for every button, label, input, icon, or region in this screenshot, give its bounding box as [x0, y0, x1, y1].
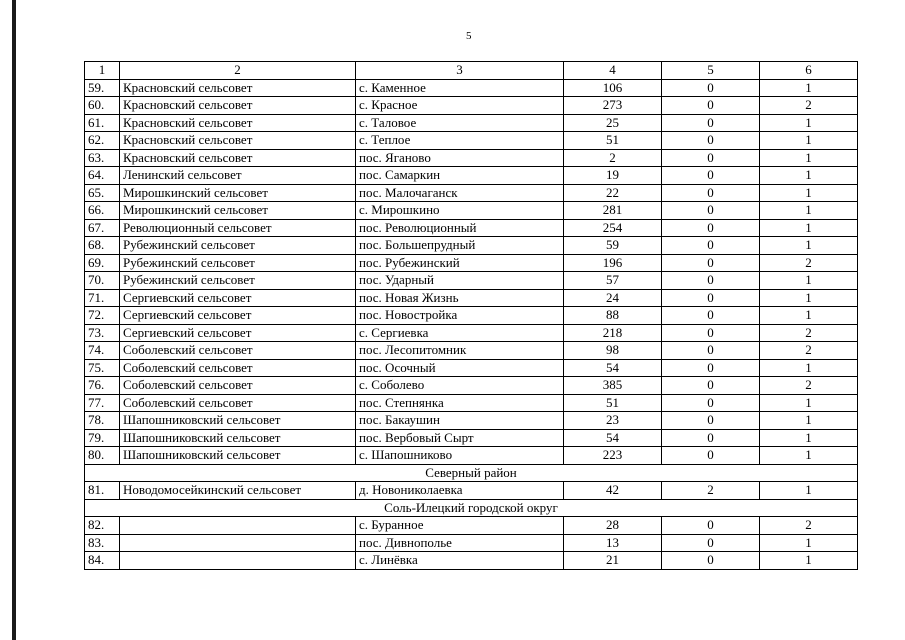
table-cell: 0 — [662, 149, 760, 167]
table-row — [85, 429, 858, 447]
table-cell: 2 — [760, 97, 858, 115]
table-cell: 24 — [564, 289, 662, 307]
table-cell: Красновский сельсовет — [120, 132, 356, 150]
table-cell: с. Буранное — [356, 517, 564, 535]
table-cell: 0 — [662, 97, 760, 115]
table-row — [85, 114, 858, 132]
table-cell: пос. Осочный — [356, 359, 564, 377]
table-cell: пос. Ударный — [356, 272, 564, 290]
table-header-row — [85, 62, 858, 80]
table-cell: 22 — [564, 184, 662, 202]
table-cell: Сергиевский сельсовет — [120, 289, 356, 307]
table-cell: 81. — [85, 482, 120, 500]
table-cell: 196 — [564, 254, 662, 272]
table-cell: 54 — [564, 359, 662, 377]
table-cell: 1 — [760, 534, 858, 552]
table-cell: 65. — [85, 184, 120, 202]
table-cell: 72. — [85, 307, 120, 325]
table-cell: 106 — [564, 79, 662, 97]
table-cell: Соболевский сельсовет — [120, 394, 356, 412]
table-cell: 42 — [564, 482, 662, 500]
table-cell: 98 — [564, 342, 662, 360]
table-cell: 1 — [760, 202, 858, 220]
table-cell: пос. Самаркин — [356, 167, 564, 185]
table-cell: 1 — [760, 237, 858, 255]
table-cell: 1 — [760, 114, 858, 132]
table-cell: 385 — [564, 377, 662, 395]
table-cell: д. Новониколаевка — [356, 482, 564, 500]
table-cell: 61. — [85, 114, 120, 132]
table-cell: Красновский сельсовет — [120, 79, 356, 97]
table-cell: Сергиевский сельсовет — [120, 324, 356, 342]
table-cell: с. Линёвка — [356, 552, 564, 570]
table-cell: 1 — [760, 219, 858, 237]
table-cell: пос. Новостройка — [356, 307, 564, 325]
table-cell: 57 — [564, 272, 662, 290]
settlements-table — [84, 61, 858, 570]
table-cell: 1 — [760, 429, 858, 447]
table-cell: с. Сергиевка — [356, 324, 564, 342]
table-cell: 1 — [760, 359, 858, 377]
table-cell: 1 — [760, 167, 858, 185]
table-cell: 71. — [85, 289, 120, 307]
table-cell: 0 — [662, 114, 760, 132]
page-edge-bar — [12, 0, 16, 640]
table-cell: Мирошкинский сельсовет — [120, 184, 356, 202]
table-cell: 0 — [662, 254, 760, 272]
table-cell: пос. Малочаганск — [356, 184, 564, 202]
table-cell: 0 — [662, 272, 760, 290]
table-cell: 13 — [564, 534, 662, 552]
table-cell: 59. — [85, 79, 120, 97]
table-cell: 0 — [662, 394, 760, 412]
table-cell: 1 — [760, 289, 858, 307]
table-cell: Шапошниковский сельсовет — [120, 447, 356, 465]
table-row — [85, 237, 858, 255]
table-row — [85, 97, 858, 115]
table-cell: 59 — [564, 237, 662, 255]
table-cell: 218 — [564, 324, 662, 342]
table-cell: с. Красное — [356, 97, 564, 115]
table-cell: 1 — [760, 184, 858, 202]
table-cell: 74. — [85, 342, 120, 360]
table-row — [85, 307, 858, 325]
table-cell: Соболевский сельсовет — [120, 359, 356, 377]
table-cell: Революционный сельсовет — [120, 219, 356, 237]
table-cell: пос. Революционный — [356, 219, 564, 237]
table-cell: 1 — [760, 552, 858, 570]
table-cell: 0 — [662, 412, 760, 430]
table-cell: пос. Большепрудный — [356, 237, 564, 255]
header-cell: 6 — [760, 62, 858, 80]
table-cell: 273 — [564, 97, 662, 115]
table-cell: пос. Рубежинский — [356, 254, 564, 272]
table-body — [85, 62, 858, 570]
table-cell: 2 — [760, 254, 858, 272]
table-cell: 75. — [85, 359, 120, 377]
table-cell: 1 — [760, 412, 858, 430]
table-cell: 51 — [564, 394, 662, 412]
table-cell: 0 — [662, 202, 760, 220]
table-cell: 0 — [662, 447, 760, 465]
table-cell: пос. Степнянка — [356, 394, 564, 412]
table-cell: 68. — [85, 237, 120, 255]
table-row — [85, 342, 858, 360]
table-cell: пос. Новая Жизнь — [356, 289, 564, 307]
table-cell: 1 — [760, 132, 858, 150]
table-cell: 2 — [564, 149, 662, 167]
table-row — [85, 324, 858, 342]
table-cell: 1 — [760, 447, 858, 465]
table-cell: с. Теплое — [356, 132, 564, 150]
table-cell: 254 — [564, 219, 662, 237]
table-cell: 223 — [564, 447, 662, 465]
table-row — [85, 272, 858, 290]
table-row — [85, 447, 858, 465]
table-row — [85, 254, 858, 272]
table-cell: 82. — [85, 517, 120, 535]
table-cell: 54 — [564, 429, 662, 447]
table-cell: пос. Вербовый Сырт — [356, 429, 564, 447]
table-row — [85, 289, 858, 307]
table-cell — [120, 517, 356, 535]
table-cell: 60. — [85, 97, 120, 115]
table-cell: Шапошниковский сельсовет — [120, 429, 356, 447]
section-row — [85, 499, 858, 517]
page-number: 5 — [466, 30, 472, 42]
table-cell: 1 — [760, 394, 858, 412]
header-cell: 4 — [564, 62, 662, 80]
table-cell: 0 — [662, 184, 760, 202]
table-cell: 28 — [564, 517, 662, 535]
table-cell: пос. Лесопитомник — [356, 342, 564, 360]
table-row — [85, 167, 858, 185]
table-cell: 0 — [662, 342, 760, 360]
table-cell: 2 — [760, 377, 858, 395]
table-cell: 0 — [662, 132, 760, 150]
table-cell: 76. — [85, 377, 120, 395]
table-cell: Новодомосейкинский сельсовет — [120, 482, 356, 500]
table-cell: 1 — [760, 482, 858, 500]
table-cell: 0 — [662, 429, 760, 447]
table-cell: 0 — [662, 167, 760, 185]
table-cell: Рубежинский сельсовет — [120, 237, 356, 255]
table-cell: 0 — [662, 534, 760, 552]
table-cell: 0 — [662, 324, 760, 342]
table-cell: 66. — [85, 202, 120, 220]
table-cell: Шапошниковский сельсовет — [120, 412, 356, 430]
table-row — [85, 79, 858, 97]
table-cell: 2 — [662, 482, 760, 500]
table-cell: 21 — [564, 552, 662, 570]
table-cell: с. Каменное — [356, 79, 564, 97]
table-cell: 2 — [760, 517, 858, 535]
table-cell: 83. — [85, 534, 120, 552]
table-cell: с. Мирошкино — [356, 202, 564, 220]
header-cell: 3 — [356, 62, 564, 80]
table-cell — [120, 552, 356, 570]
table-cell: Сергиевский сельсовет — [120, 307, 356, 325]
table-cell: 73. — [85, 324, 120, 342]
table-cell: Соболевский сельсовет — [120, 342, 356, 360]
table-cell: 0 — [662, 289, 760, 307]
header-cell: 5 — [662, 62, 760, 80]
table-cell: с. Соболево — [356, 377, 564, 395]
table-cell: Мирошкинский сельсовет — [120, 202, 356, 220]
table-cell: 84. — [85, 552, 120, 570]
table-cell: 1 — [760, 272, 858, 290]
table-cell: Красновский сельсовет — [120, 97, 356, 115]
table-cell: пос. Бакаушин — [356, 412, 564, 430]
table-cell: Ленинский сельсовет — [120, 167, 356, 185]
table-cell: 0 — [662, 219, 760, 237]
table-row — [85, 517, 858, 535]
section-heading: Северный район — [85, 464, 858, 482]
table-cell: 79. — [85, 429, 120, 447]
table-row — [85, 202, 858, 220]
table-cell: 80. — [85, 447, 120, 465]
table-cell: 77. — [85, 394, 120, 412]
table-row — [85, 552, 858, 570]
header-cell: 1 — [85, 62, 120, 80]
table-cell: пос. Дивнополье — [356, 534, 564, 552]
table-cell: 0 — [662, 359, 760, 377]
table-cell: 0 — [662, 79, 760, 97]
table-row — [85, 534, 858, 552]
table-cell: 23 — [564, 412, 662, 430]
table-cell: 63. — [85, 149, 120, 167]
table-cell: с. Таловое — [356, 114, 564, 132]
table-cell: Соболевский сельсовет — [120, 377, 356, 395]
table-cell: 1 — [760, 307, 858, 325]
table-cell: 1 — [760, 149, 858, 167]
table-cell: 0 — [662, 307, 760, 325]
section-heading: Соль-Илецкий городской округ — [85, 499, 858, 517]
table-cell: 1 — [760, 79, 858, 97]
table-row — [85, 394, 858, 412]
table-cell: Красновский сельсовет — [120, 114, 356, 132]
table-row — [85, 482, 858, 500]
table-row — [85, 377, 858, 395]
table-row — [85, 219, 858, 237]
table-row — [85, 149, 858, 167]
table-row — [85, 359, 858, 377]
header-cell: 2 — [120, 62, 356, 80]
table-cell: 0 — [662, 552, 760, 570]
table-cell: Рубежинский сельсовет — [120, 254, 356, 272]
table-cell: 0 — [662, 377, 760, 395]
section-row — [85, 464, 858, 482]
table-cell: 62. — [85, 132, 120, 150]
table-cell: с. Шапошниково — [356, 447, 564, 465]
table-cell: 2 — [760, 342, 858, 360]
table-cell: 64. — [85, 167, 120, 185]
table-cell: 2 — [760, 324, 858, 342]
table-cell: Красновский сельсовет — [120, 149, 356, 167]
table-cell: 69. — [85, 254, 120, 272]
table-cell: 67. — [85, 219, 120, 237]
table-cell: 0 — [662, 237, 760, 255]
table-cell: 88 — [564, 307, 662, 325]
table-cell: 25 — [564, 114, 662, 132]
table-row — [85, 184, 858, 202]
table-cell — [120, 534, 356, 552]
table-cell: 281 — [564, 202, 662, 220]
table-row — [85, 132, 858, 150]
table-cell: 0 — [662, 517, 760, 535]
table-cell: Рубежинский сельсовет — [120, 272, 356, 290]
table-cell: 19 — [564, 167, 662, 185]
table-cell: 51 — [564, 132, 662, 150]
table-cell: пос. Яганово — [356, 149, 564, 167]
table-row — [85, 412, 858, 430]
table-cell: 70. — [85, 272, 120, 290]
table-cell: 78. — [85, 412, 120, 430]
